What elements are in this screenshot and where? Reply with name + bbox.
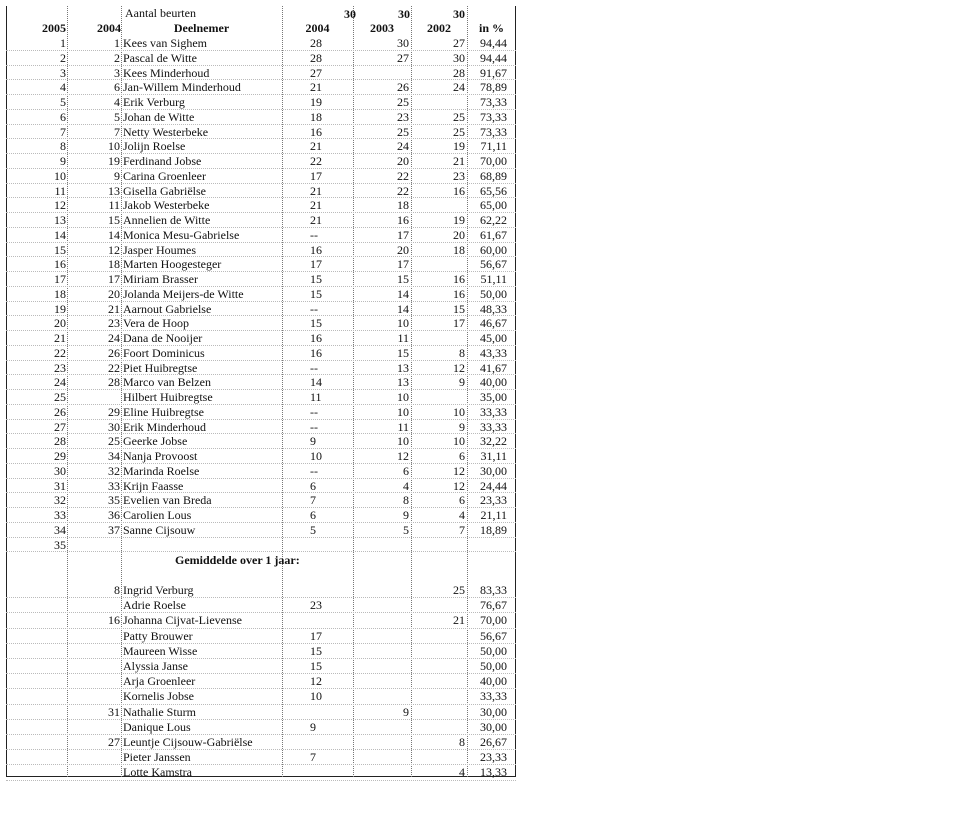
score-2004: 9 — [310, 719, 316, 734]
rank-2004: 1 — [114, 36, 120, 50]
percentage: 56,67 — [480, 257, 507, 272]
score-2002: 20 — [453, 227, 465, 242]
score-2002: 4 — [459, 765, 465, 780]
participant-name: Monica Mesu-Gabrielse — [123, 227, 240, 242]
participant-name: Erik Minderhoud — [123, 419, 206, 434]
rank-2005: 23 — [54, 360, 66, 375]
score-2004: 16 — [310, 242, 322, 257]
rank-2005: 2 — [60, 50, 66, 65]
score-2004: 15 — [310, 272, 322, 286]
rank-2004: 10 — [108, 139, 120, 154]
score-2004: 18 — [310, 109, 322, 124]
score-2004: 14 — [310, 375, 322, 390]
rank-2004: 27 — [108, 735, 120, 749]
participant-name: Erik Verburg — [123, 95, 185, 109]
participant-name: Jan-Willem Minderhoud — [123, 80, 241, 95]
percentage: 21,11 — [480, 508, 507, 522]
rank-2004: 21 — [108, 301, 120, 316]
rank-2005: 30 — [54, 463, 66, 478]
score-2003: 27 — [397, 50, 409, 65]
score-2004: -- — [310, 360, 318, 375]
row-separator — [6, 780, 516, 781]
score-2004: 7 — [310, 750, 316, 765]
percentage: 94,44 — [480, 50, 507, 65]
rank-2004: 20 — [108, 286, 120, 301]
percentage: 33,33 — [480, 689, 507, 704]
participant-name: Lotte Kamstra — [123, 765, 192, 780]
rank-2004: 7 — [114, 124, 120, 139]
rank-2004: 14 — [108, 227, 120, 242]
participant-name: Marco van Belzen — [123, 375, 211, 390]
participant-name: Miriam Brasser — [123, 272, 198, 286]
percentage: 13,33 — [480, 765, 507, 780]
participant-name: Johan de Witte — [123, 109, 195, 124]
score-2003: 11 — [397, 331, 409, 345]
rank-2005: 32 — [54, 493, 66, 508]
rank-2004: 36 — [108, 508, 120, 522]
participant-name: Alyssia Janse — [123, 659, 188, 673]
score-2004: 6 — [310, 508, 316, 522]
rank-2004: 26 — [108, 345, 120, 360]
score-2003: 5 — [403, 522, 409, 537]
rank-2004: 24 — [108, 331, 120, 345]
score-2003: 9 — [403, 704, 409, 719]
percentage: 43,33 — [480, 345, 507, 360]
percentage: 94,44 — [480, 36, 507, 50]
percentage: 30,00 — [480, 463, 507, 478]
percentage: 23,33 — [480, 750, 507, 765]
percentage: 40,00 — [480, 375, 507, 390]
rank-2004: 4 — [114, 95, 120, 109]
participant-name: Kornelis Jobse — [123, 689, 194, 704]
score-2002: 16 — [453, 286, 465, 301]
rank-2004: 8 — [114, 583, 120, 597]
percentage: 76,67 — [480, 598, 507, 613]
score-2004: -- — [310, 301, 318, 316]
score-2004: 21 — [310, 80, 322, 95]
participant-name: Kees Minderhoud — [123, 65, 210, 80]
score-2004: -- — [310, 404, 318, 419]
score-2004: 15 — [310, 316, 322, 331]
score-2002: 17 — [453, 316, 465, 331]
percentage: 50,00 — [480, 659, 507, 673]
score-2004: 7 — [310, 493, 316, 508]
participant-name: Pieter Janssen — [123, 750, 191, 765]
percentage: 73,33 — [480, 109, 507, 124]
score-2004: 21 — [310, 183, 322, 198]
score-2003: 12 — [397, 449, 409, 463]
score-2003: 24 — [397, 139, 409, 154]
rank-2004: 11 — [108, 198, 120, 213]
percentage: 48,33 — [480, 301, 507, 316]
rank-2004: 32 — [108, 463, 120, 478]
participant-name: Carina Groenleer — [123, 168, 206, 183]
column-header-participant: Deelnemer — [173, 21, 230, 35]
percentage: 62,22 — [480, 213, 507, 227]
score-2003: 23 — [397, 109, 409, 124]
participant-name: Nanja Provoost — [123, 449, 198, 463]
rank-2005: 34 — [54, 522, 66, 537]
percentage: 23,33 — [480, 493, 507, 508]
participant-name: Patty Brouwer — [123, 628, 193, 643]
score-2003: 22 — [397, 168, 409, 183]
score-2004: 11 — [310, 390, 322, 404]
rank-2005: 24 — [54, 375, 66, 390]
score-2004: 28 — [310, 50, 322, 65]
percentage: 91,67 — [480, 65, 507, 80]
percentage: 56,67 — [480, 628, 507, 643]
participant-name: Evelien van Breda — [123, 493, 212, 508]
rank-2004: 5 — [114, 109, 120, 124]
score-2002: 6 — [459, 449, 465, 463]
participant-name: Ferdinand Jobse — [123, 154, 202, 168]
rank-2005: 20 — [54, 316, 66, 331]
score-2002: 9 — [459, 419, 465, 434]
percentage: 18,89 — [480, 522, 507, 537]
rank-2004: 35 — [108, 493, 120, 508]
column-header-rank-2004: 2004 — [97, 21, 121, 35]
percentage: 78,89 — [480, 80, 507, 95]
participant-name: Netty Westerbeke — [123, 124, 209, 139]
percentage: 50,00 — [480, 643, 507, 658]
score-2002: 18 — [453, 242, 465, 257]
percentage: 30,00 — [480, 704, 507, 719]
rank-2004: 29 — [108, 404, 120, 419]
score-2002: 9 — [459, 375, 465, 390]
percentage: 45,00 — [480, 331, 507, 345]
score-2004: 15 — [310, 643, 322, 658]
score-2003: 10 — [397, 390, 409, 404]
score-2004: -- — [310, 227, 318, 242]
score-2002: 19 — [453, 213, 465, 227]
score-2003: 6 — [403, 463, 409, 478]
score-2004: 17 — [310, 168, 322, 183]
score-2002: 21 — [453, 613, 465, 628]
percentage: 24,44 — [480, 478, 507, 493]
score-2004: 22 — [310, 154, 322, 168]
aantal-2002: 30 — [453, 7, 465, 21]
score-2002: 10 — [453, 434, 465, 449]
rank-2005: 33 — [54, 508, 66, 522]
rank-2005: 8 — [60, 139, 66, 154]
score-2004: 6 — [310, 478, 316, 493]
rank-2004: 9 — [114, 168, 120, 183]
rank-2005: 25 — [54, 390, 66, 404]
score-2003: 4 — [403, 478, 409, 493]
score-2003: 8 — [403, 493, 409, 508]
rank-2004: 19 — [108, 154, 120, 168]
score-2003: 10 — [397, 434, 409, 449]
score-2002: 25 — [453, 124, 465, 139]
score-2004: 21 — [310, 198, 322, 213]
percentage: 31,11 — [480, 449, 507, 463]
score-2004: 5 — [310, 522, 316, 537]
participant-name: Vera de Hoop — [123, 316, 189, 331]
participant-name: Piet Huibregtse — [123, 360, 198, 375]
rank-2005: 21 — [54, 331, 66, 345]
score-2002: 7 — [459, 522, 465, 537]
rank-2004: 16 — [108, 613, 120, 628]
score-2002: 12 — [453, 463, 465, 478]
participant-name: Hilbert Huibregtse — [123, 390, 213, 404]
rank-2004: 3 — [114, 65, 120, 80]
participant-name: Sanne Cijsouw — [123, 522, 196, 537]
participant-name: Marten Hoogesteger — [123, 257, 222, 272]
rank-2004: 34 — [108, 449, 120, 463]
score-2004: 15 — [310, 659, 322, 673]
percentage: 32,22 — [480, 434, 507, 449]
score-2002: 19 — [453, 139, 465, 154]
column-divider — [282, 6, 283, 777]
score-2003: 17 — [397, 257, 409, 272]
score-2004: 27 — [310, 65, 322, 80]
participant-name: Jakob Westerbeke — [123, 198, 210, 213]
rank-2004: 30 — [108, 419, 120, 434]
score-2004: 19 — [310, 95, 322, 109]
rank-2005: 5 — [60, 95, 66, 109]
score-2003: 16 — [397, 213, 409, 227]
rank-2005: 6 — [60, 109, 66, 124]
percentage: 33,33 — [480, 404, 507, 419]
score-2002: 28 — [453, 65, 465, 80]
percentage: 73,33 — [480, 95, 507, 109]
rank-2004: 33 — [108, 478, 120, 493]
rank-2004: 6 — [114, 80, 120, 95]
percentage: 50,00 — [480, 286, 507, 301]
rank-2004: 18 — [108, 257, 120, 272]
score-2002: 8 — [459, 735, 465, 749]
rank-2005: 4 — [60, 80, 66, 95]
participant-name: Marinda Roelse — [123, 463, 200, 478]
score-2003: 26 — [397, 80, 409, 95]
percentage: 73,33 — [480, 124, 507, 139]
percentage: 71,11 — [480, 139, 507, 154]
score-2002: 12 — [453, 478, 465, 493]
rank-2005: 13 — [54, 213, 66, 227]
score-2002: 16 — [453, 183, 465, 198]
percentage: 40,00 — [480, 674, 507, 689]
rank-2005: 11 — [54, 183, 66, 198]
score-2002: 15 — [453, 301, 465, 316]
rank-2005: 26 — [54, 404, 66, 419]
participant-name: Aarnout Gabrielse — [123, 301, 212, 316]
percentage: 65,56 — [480, 183, 507, 198]
rank-2004: 13 — [108, 183, 120, 198]
score-2003: 15 — [397, 272, 409, 286]
percentage: 83,33 — [480, 583, 507, 597]
score-2003: 18 — [397, 198, 409, 213]
participant-name: Arja Groenleer — [123, 674, 196, 689]
score-2004: 17 — [310, 257, 322, 272]
score-2004: 17 — [310, 628, 322, 643]
score-2002: 23 — [453, 168, 465, 183]
participant-name: Ingrid Verburg — [123, 583, 194, 597]
percentage: 30,00 — [480, 719, 507, 734]
rank-2005: 29 — [54, 449, 66, 463]
score-2003: 14 — [397, 301, 409, 316]
rank-2005: 22 — [54, 345, 66, 360]
participant-name: Pascal de Witte — [123, 50, 197, 65]
participant-name: Danique Lous — [123, 719, 191, 734]
score-2003: 10 — [397, 316, 409, 331]
rank-2004: 22 — [108, 360, 120, 375]
score-2002: 27 — [453, 36, 465, 50]
score-2003: 30 — [397, 36, 409, 50]
score-2004: -- — [310, 463, 318, 478]
participant-name: Gisella Gabriëlse — [123, 183, 206, 198]
participant-name: Leuntje Cijsouw-Gabriëlse — [123, 735, 253, 749]
score-2002: 30 — [453, 50, 465, 65]
aantal-2004: 30 — [344, 7, 356, 21]
score-2004: 16 — [310, 124, 322, 139]
rank-2005: 3 — [60, 65, 66, 80]
score-2004: 10 — [310, 449, 322, 463]
rank-2004: 25 — [108, 434, 120, 449]
rank-2005: 7 — [60, 124, 66, 139]
participant-name: Dana de Nooijer — [123, 331, 203, 345]
score-2002: 12 — [453, 360, 465, 375]
percentage: 33,33 — [480, 419, 507, 434]
percentage: 60,00 — [480, 242, 507, 257]
rank-2005: 12 — [54, 198, 66, 213]
participant-name: Nathalie Sturm — [123, 704, 196, 719]
participant-name: Krijn Faasse — [123, 478, 184, 493]
participant-name: Maureen Wisse — [123, 643, 198, 658]
score-2004: 21 — [310, 139, 322, 154]
rank-2005: 14 — [54, 227, 66, 242]
score-2003: 20 — [397, 154, 409, 168]
score-2004: 16 — [310, 331, 322, 345]
column-header-rank-2005: 2005 — [42, 21, 66, 35]
score-2004: 10 — [310, 689, 322, 704]
score-2004: 23 — [310, 598, 322, 613]
percentage: 61,67 — [480, 227, 507, 242]
participant-name: Jasper Houmes — [123, 242, 196, 257]
score-2004: 28 — [310, 36, 322, 50]
score-2003: 10 — [397, 404, 409, 419]
participant-name: Annelien de Witte — [123, 213, 211, 227]
score-2002: 4 — [459, 508, 465, 522]
score-2004: 9 — [310, 434, 316, 449]
score-2004: 12 — [310, 674, 322, 689]
rank-2004: 28 — [108, 375, 120, 390]
percentage: 35,00 — [480, 390, 507, 404]
rank-2004: 37 — [108, 522, 120, 537]
rank-2004: 2 — [114, 50, 120, 65]
percentage: 26,67 — [480, 735, 507, 749]
score-2003: 22 — [397, 183, 409, 198]
score-2004: 15 — [310, 286, 322, 301]
score-2002: 10 — [453, 404, 465, 419]
score-2003: 20 — [397, 242, 409, 257]
participant-name: Geerke Jobse — [123, 434, 188, 449]
participant-name: Jolijn Roelse — [123, 139, 186, 154]
rank-2005: 18 — [54, 286, 66, 301]
score-2003: 9 — [403, 508, 409, 522]
score-2003: 11 — [397, 419, 409, 434]
rank-2004: 15 — [108, 213, 120, 227]
participant-name: Jolanda Meijers-de Witte — [123, 286, 244, 301]
score-2003: 13 — [397, 360, 409, 375]
rank-2005: 10 — [54, 168, 66, 183]
score-2003: 17 — [397, 227, 409, 242]
column-header-year-2003: 2003 — [370, 21, 394, 35]
rank-2005: 31 — [54, 478, 66, 493]
participant-name: Adrie Roelse — [123, 598, 186, 613]
score-2003: 15 — [397, 345, 409, 360]
score-2002: 8 — [459, 345, 465, 360]
score-2002: 21 — [453, 154, 465, 168]
rank-2005: 15 — [54, 242, 66, 257]
percentage: 68,89 — [480, 168, 507, 183]
score-2003: 14 — [397, 286, 409, 301]
column-header-percentage: in % — [478, 21, 504, 35]
score-2004: -- — [310, 419, 318, 434]
column-header-year-2004: 2004 — [305, 21, 330, 35]
percentage: 70,00 — [480, 154, 507, 168]
score-2002: 6 — [459, 493, 465, 508]
rank-2005: 9 — [60, 154, 66, 168]
rank-2004: 23 — [108, 316, 120, 331]
percentage: 70,00 — [480, 613, 507, 628]
participant-name: Kees van Sighem — [123, 36, 207, 50]
percentage: 65,00 — [480, 198, 507, 213]
percentage: 41,67 — [480, 360, 507, 375]
rank-2005: 1 — [60, 36, 66, 50]
rank-2005: 27 — [54, 419, 66, 434]
rank-2004: 17 — [108, 272, 120, 286]
rank-2004: 31 — [108, 704, 120, 719]
rank-2005: 35 — [54, 537, 66, 552]
score-2002: 25 — [453, 583, 465, 597]
score-2002: 24 — [453, 80, 465, 95]
score-2004: 16 — [310, 345, 322, 360]
score-2003: 25 — [397, 95, 409, 109]
rank-2005: 16 — [54, 257, 66, 272]
participant-name: Foort Dominicus — [123, 345, 205, 360]
percentage: 46,67 — [480, 316, 507, 331]
rank-2005: 19 — [54, 301, 66, 316]
participant-name: Carolien Lous — [123, 508, 192, 522]
rank-2005: 17 — [54, 272, 66, 286]
section-title: Gemiddelde over 1 jaar: — [175, 553, 300, 567]
score-2002: 16 — [453, 272, 465, 286]
rank-2004: 12 — [108, 242, 120, 257]
score-2002: 25 — [453, 109, 465, 124]
percentage: 51,11 — [480, 272, 507, 286]
column-header-year-2002: 2002 — [427, 21, 451, 35]
score-2003: 25 — [397, 124, 409, 139]
score-2004: 21 — [310, 213, 322, 227]
participant-name: Eline Huibregtse — [123, 404, 204, 419]
aantal-2003: 30 — [398, 7, 410, 21]
aantal-beurten-label: Aantal beurten — [125, 6, 196, 20]
column-divider — [121, 6, 122, 777]
rank-2005: 28 — [54, 434, 66, 449]
score-2003: 13 — [397, 375, 409, 390]
participant-name: Johanna Cijvat-Lievense — [123, 613, 242, 628]
